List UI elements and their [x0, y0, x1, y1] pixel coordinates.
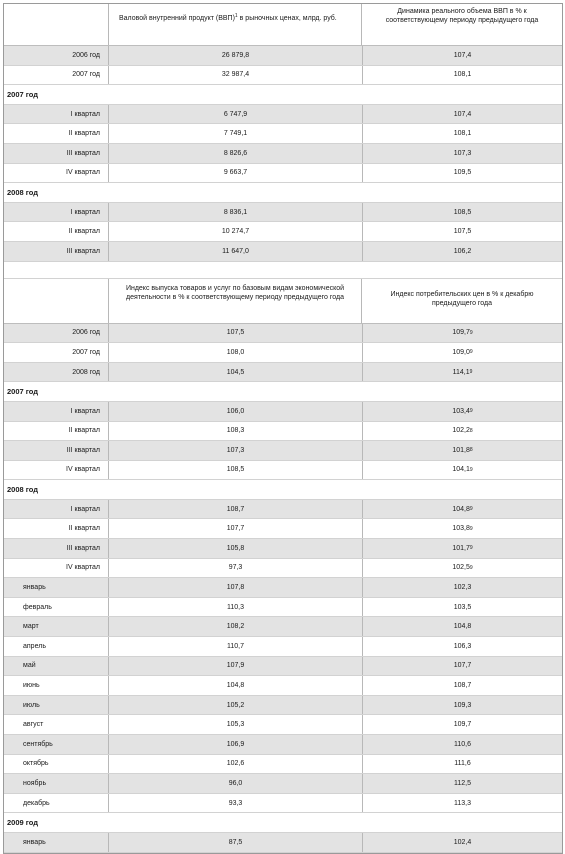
value-cell — [362, 794, 562, 813]
value-text: 102,2 — [452, 427, 470, 435]
value-cell: 93,3 — [108, 794, 362, 813]
value-cell — [362, 66, 562, 85]
value-cell — [362, 696, 562, 715]
value-text: 102,5 — [452, 564, 470, 572]
value-text: 114,1 — [452, 368, 470, 376]
value-text: 108,5 — [453, 208, 472, 216]
footnote-mark: 8 — [469, 447, 473, 454]
table2-body — [4, 324, 562, 853]
row-label: август — [23, 721, 44, 729]
row-label: III квартал — [66, 149, 100, 157]
value-cell: 108,0 — [108, 343, 362, 362]
year-section-title: 2008 год — [7, 485, 39, 495]
value-cell: 110,7 — [108, 637, 362, 656]
value-cell: 106,9 — [108, 735, 362, 754]
cpi-header: Индекс потребительских цен в % к декабрю предыдущего года — [361, 279, 562, 323]
value-cell: 10 274,7 — [108, 222, 362, 241]
value-text: 108,7 — [453, 682, 472, 690]
value-cell: 105,8 — [108, 539, 362, 558]
value-cell — [362, 461, 562, 480]
footnote-mark: 9 — [469, 525, 473, 532]
year-section-row — [4, 382, 562, 402]
value-cell: 9 663,7 — [108, 164, 362, 183]
value-cell: 87,5 — [108, 833, 362, 852]
table-row — [4, 500, 562, 520]
value-cell — [362, 441, 562, 460]
value-text: 109,5 — [453, 169, 472, 177]
month-row — [4, 657, 562, 677]
gdp-dynamics-header: Динамика реального объема ВВП в % к соответствующему периоду предыдущего года — [361, 4, 562, 45]
table-row — [4, 343, 562, 363]
value-cell — [362, 774, 562, 793]
month-row — [4, 676, 562, 696]
gdp-header-text-cont: в рыночных ценах, млрд. руб. — [237, 15, 337, 22]
value-text: 107,5 — [453, 228, 472, 236]
value-cell: 106,0 — [108, 402, 362, 421]
value-cell: 107,8 — [108, 578, 362, 597]
value-cell — [362, 422, 562, 441]
value-cell: 6 747,9 — [108, 105, 362, 124]
row-label: сентябрь — [23, 740, 53, 748]
header-empty-cell — [4, 279, 108, 323]
gdp-header — [108, 4, 361, 45]
row-label: ноябрь — [23, 779, 47, 787]
month-row — [4, 833, 562, 853]
value-cell — [362, 519, 562, 538]
value-text: 104,1 — [452, 466, 470, 474]
value-cell — [362, 676, 562, 695]
row-label: февраль — [23, 603, 52, 611]
value-cell: 32 987,4 — [108, 66, 362, 85]
row-label: IV квартал — [66, 169, 100, 177]
row-label: II квартал — [68, 427, 100, 435]
month-row — [4, 755, 562, 775]
table-row — [4, 402, 562, 422]
value-cell: 105,2 — [108, 696, 362, 715]
month-row — [4, 794, 562, 814]
value-text: 109,7 — [453, 721, 472, 729]
value-text: 108,1 — [453, 71, 472, 79]
table-row — [4, 242, 562, 262]
value-cell: 8 836,1 — [108, 203, 362, 222]
table-row — [4, 559, 562, 579]
value-text: 102,3 — [453, 584, 472, 592]
month-row — [4, 598, 562, 618]
month-row — [4, 696, 562, 716]
year-section-row — [4, 813, 562, 833]
value-text: 109,7 — [452, 329, 470, 337]
value-cell: 26 879,8 — [108, 46, 362, 65]
table1-body — [4, 46, 562, 262]
table-separator — [4, 262, 562, 279]
footnote-mark: 8 — [469, 427, 473, 434]
row-label: I квартал — [70, 110, 100, 118]
value-cell: 108,5 — [108, 461, 362, 480]
month-row — [4, 578, 562, 598]
value-cell: 107,5 — [108, 324, 362, 343]
value-text: 101,7 — [452, 544, 470, 552]
row-label: январь — [23, 584, 46, 592]
value-text: 113,3 — [454, 799, 471, 807]
value-text: 106,3 — [453, 642, 472, 650]
value-text: 109,0 — [452, 348, 470, 356]
value-text: 103,5 — [453, 603, 472, 611]
row-label: I квартал — [70, 407, 100, 415]
value-cell — [362, 144, 562, 163]
footnote-mark: 9 — [469, 506, 473, 513]
value-cell — [362, 164, 562, 183]
value-cell — [362, 124, 562, 143]
table-row — [4, 105, 562, 125]
value-cell — [362, 500, 562, 519]
value-cell: 105,3 — [108, 715, 362, 734]
value-text: 104,8 — [453, 623, 472, 631]
row-label: апрель — [23, 642, 46, 650]
table-row — [4, 66, 562, 86]
value-cell — [362, 105, 562, 124]
month-row — [4, 774, 562, 794]
row-label: 2006 год — [72, 51, 100, 59]
row-label: май — [23, 662, 36, 670]
month-row — [4, 617, 562, 637]
value-cell — [362, 203, 562, 222]
month-row — [4, 735, 562, 755]
table-row — [4, 164, 562, 184]
row-label: III квартал — [66, 544, 100, 552]
value-cell — [362, 242, 562, 261]
table1-header — [4, 4, 562, 46]
value-cell — [362, 363, 562, 382]
value-cell — [362, 755, 562, 774]
row-label: 2007 год — [72, 348, 100, 356]
month-row — [4, 715, 562, 735]
row-label: II квартал — [68, 228, 100, 236]
footnote-mark: 9 — [469, 329, 473, 336]
table-row — [4, 461, 562, 481]
value-cell: 107,7 — [108, 519, 362, 538]
value-text: 101,8 — [452, 446, 470, 454]
month-row — [4, 637, 562, 657]
row-label: июнь — [23, 682, 40, 690]
table-row — [4, 519, 562, 539]
value-cell: 102,6 — [108, 755, 362, 774]
year-section-title: 2007 год — [7, 89, 39, 99]
gdp-header-text: Валовой внутренний продукт (ВВП) — [119, 15, 235, 22]
table-row — [4, 422, 562, 442]
value-text: 106,2 — [453, 247, 472, 255]
table-row — [4, 441, 562, 461]
year-section-title: 2009 год — [7, 818, 39, 828]
value-cell: 110,3 — [108, 598, 362, 617]
table-row — [4, 144, 562, 164]
value-text: 102,4 — [453, 838, 472, 846]
value-text: 107,4 — [453, 51, 472, 59]
row-label: июль — [23, 701, 40, 709]
value-cell: 107,9 — [108, 657, 362, 676]
year-section-row — [4, 85, 562, 105]
value-text: 107,7 — [453, 662, 472, 670]
table-row — [4, 222, 562, 242]
table-row — [4, 363, 562, 383]
value-cell — [362, 578, 562, 597]
row-label: III квартал — [66, 446, 100, 454]
row-label: январь — [23, 838, 46, 846]
year-section-title: 2008 год — [7, 187, 39, 197]
statistics-table — [3, 3, 563, 854]
year-section-row — [4, 480, 562, 500]
row-label: 2006 год — [72, 329, 100, 337]
value-text: 103,8 — [452, 525, 470, 533]
row-label: II квартал — [68, 130, 100, 138]
table-row — [4, 124, 562, 144]
row-label: II квартал — [68, 525, 100, 533]
row-label: 2008 год — [72, 368, 100, 376]
value-cell — [362, 598, 562, 617]
value-cell — [362, 833, 562, 852]
value-text: 108,1 — [453, 130, 472, 138]
row-label: октябрь — [23, 760, 49, 768]
value-text: 107,4 — [453, 110, 472, 118]
footnote-mark: 9 — [469, 545, 473, 552]
value-cell — [362, 617, 562, 636]
table-row — [4, 539, 562, 559]
year-section-title: 2007 год — [7, 387, 39, 397]
row-label: I квартал — [70, 505, 100, 513]
table2-header — [4, 279, 562, 324]
year-section-row — [4, 183, 562, 203]
value-cell: 104,5 — [108, 363, 362, 382]
row-label: IV квартал — [66, 564, 100, 572]
value-cell — [362, 559, 562, 578]
value-cell: 96,0 — [108, 774, 362, 793]
value-cell — [362, 657, 562, 676]
footnote-mark: 9 — [469, 466, 473, 473]
value-cell — [362, 539, 562, 558]
value-cell — [362, 735, 562, 754]
value-cell: 108,2 — [108, 617, 362, 636]
value-cell: 11 647,0 — [108, 242, 362, 261]
value-text: 112,5 — [454, 779, 471, 787]
value-cell — [362, 402, 562, 421]
row-label: март — [23, 623, 39, 631]
footnote-mark: 9 — [469, 408, 473, 415]
table-row — [4, 203, 562, 223]
output-index-header: Индекс выпуска товаров и услуг по базовым видам экономической деятельности в % к соответствующему периоду предыдущего года — [108, 279, 361, 323]
row-label: IV квартал — [66, 466, 100, 474]
value-text: 107,3 — [453, 149, 472, 157]
value-text: 109,3 — [453, 701, 472, 709]
value-cell — [362, 324, 562, 343]
value-text: 110,6 — [454, 740, 471, 748]
value-cell — [362, 222, 562, 241]
row-label: 2007 год — [72, 71, 100, 79]
value-cell — [362, 637, 562, 656]
row-label: III квартал — [66, 247, 100, 255]
value-cell: 108,7 — [108, 500, 362, 519]
footnote-mark: 9 — [469, 369, 473, 376]
value-text: 111,6 — [454, 760, 471, 768]
value-cell: 97,3 — [108, 559, 362, 578]
row-label: I квартал — [70, 208, 100, 216]
value-cell — [362, 715, 562, 734]
value-cell: 8 826,6 — [108, 144, 362, 163]
footnote-mark: 9 — [469, 564, 473, 571]
row-label: декабрь — [23, 799, 50, 807]
value-cell: 104,8 — [108, 676, 362, 695]
value-cell: 107,3 — [108, 441, 362, 460]
value-cell: 7 749,1 — [108, 124, 362, 143]
value-text: 103,4 — [452, 407, 470, 415]
value-cell: 108,3 — [108, 422, 362, 441]
gdp-footnote-mark: 1 — [234, 13, 238, 19]
table-row — [4, 324, 562, 344]
header-empty-cell — [4, 4, 108, 45]
value-cell — [362, 343, 562, 362]
table-row — [4, 46, 562, 66]
value-text: 104,8 — [452, 505, 470, 513]
value-cell — [362, 46, 562, 65]
footnote-mark: 9 — [469, 349, 473, 356]
